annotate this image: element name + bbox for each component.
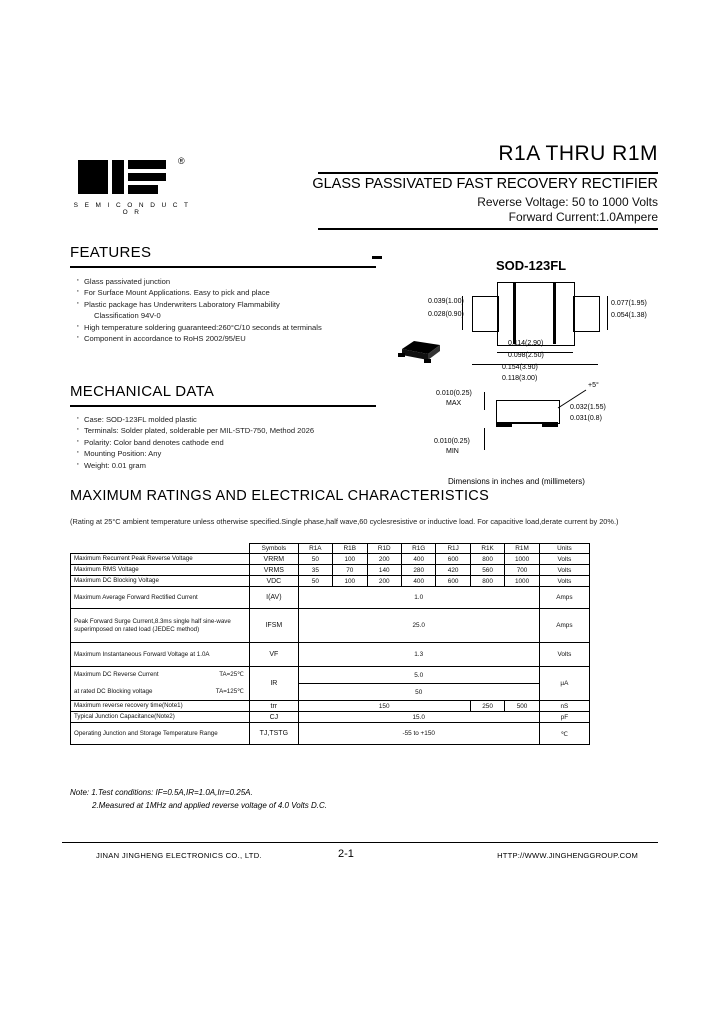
dim-body-mid: 0.098(2.50): [508, 352, 544, 359]
dim-angle: +5°: [588, 382, 599, 389]
table-row: [71, 723, 590, 745]
list-item: · Case: SOD-123FL molded plastic: [74, 414, 314, 425]
table-row: [71, 712, 590, 723]
row-value: 280: [401, 565, 435, 576]
row-value: 140: [367, 565, 401, 576]
row-label: Maximum Recurrent Peak Reverse Voltage: [71, 554, 250, 565]
row-unit: Volts: [539, 576, 589, 587]
row-sublabel: TA=25℃: [219, 671, 245, 679]
table-row: [71, 609, 590, 643]
header-subtitle: GLASS PASSIVATED FAST RECOVERY RECTIFIER: [312, 176, 658, 192]
row-value: 800: [470, 576, 504, 587]
table-col-r1d: R1D: [367, 544, 401, 554]
dim-right-bot: 0.054(1.38): [611, 312, 647, 319]
row-value: 400: [401, 576, 435, 587]
row-symbol: VDC: [250, 576, 299, 587]
list-item: · Polarity: Color band denotes cathode end: [74, 437, 314, 448]
header-divider: [318, 172, 658, 174]
dimension-units-note: Dimensions in inches and (millimeters): [448, 477, 585, 486]
package-name-label: SOD-123FL: [496, 258, 567, 273]
table-row: [71, 576, 590, 587]
footer-company: JINAN JINGHENG ELECTRONICS CO., LTD.: [96, 851, 262, 860]
list-item: · Component in accordance to RoHS 2002/95/EU: [74, 333, 322, 344]
decorative-dash: [372, 256, 382, 259]
row-value: 1.0: [298, 587, 539, 609]
row-value: 700: [505, 565, 540, 576]
dim-height-bot: 0.010(0.25): [434, 438, 470, 445]
table-col-r1a: R1A: [298, 544, 332, 554]
table-row: [71, 554, 590, 565]
row-value: 400: [401, 554, 435, 565]
dim-overall-top: 0.154(3.90): [502, 364, 538, 371]
mechanical-list: [74, 414, 314, 471]
table-col-r1m: R1M: [505, 544, 540, 554]
features-title: FEATURES: [70, 244, 152, 261]
row-value: -55 to +150: [298, 723, 539, 745]
package-cathode-band: [513, 282, 516, 344]
row-value: 200: [367, 576, 401, 587]
row-value: 1.3: [298, 643, 539, 667]
row-unit: Volts: [539, 643, 589, 667]
dim-line-bottom-height: [484, 428, 485, 450]
mechanical-title: MECHANICAL DATA: [70, 383, 215, 400]
row-label: Maximum RMS Voltage: [71, 565, 250, 576]
row-value: 100: [333, 576, 367, 587]
package-anode-band: [553, 282, 556, 344]
row-value: 500: [505, 701, 540, 712]
table-col-r1j: R1J: [436, 544, 470, 554]
row-value: 5.0: [298, 667, 539, 684]
table-row: [71, 667, 590, 684]
dim-right-top: 0.077(1.95): [611, 300, 647, 307]
company-logo: [70, 156, 191, 216]
footer-page-number: 2-1: [338, 848, 354, 860]
ratings-title: MAXIMUM RATINGS AND ELECTRICAL CHARACTERISTICS: [70, 488, 490, 504]
table-row: [71, 643, 590, 667]
row-value: 560: [470, 565, 504, 576]
dim-body-top: 0.114(2.90): [508, 340, 544, 347]
row-unit: pF: [539, 712, 589, 723]
row-value: 25.0: [298, 609, 539, 643]
footnote-1: Note: 1.Test conditions: IF=0.5A,IR=1.0A,Irr=0.25A.: [70, 788, 253, 797]
table-col-r1g: R1G: [401, 544, 435, 554]
row-value: 50: [298, 554, 332, 565]
features-list: [74, 276, 322, 344]
footer-url[interactable]: HTTP://WWW.JINGHENGGROUP.COM: [497, 851, 638, 860]
list-item: · Mounting Position: Any: [74, 448, 314, 459]
row-value: 50: [298, 684, 539, 701]
table-row: [71, 587, 590, 609]
row-value: 250: [470, 701, 504, 712]
row-label: Maximum DC Blocking Voltage: [71, 576, 250, 587]
table-col-r1k: R1K: [470, 544, 504, 554]
ratings-condition-note: (Rating at 25°C ambient temperature unless otherwise specified.Single phase,half wave,60 cyclesresistive or inductive load. For capacitive load,derate current by 20%.): [70, 517, 619, 526]
row-value: 420: [436, 565, 470, 576]
footnotes: [70, 786, 327, 812]
row-unit: Volts: [539, 554, 589, 565]
page-title: R1A THRU R1M: [498, 142, 658, 165]
row-value: 600: [436, 554, 470, 565]
table-col-units: Units: [539, 544, 589, 554]
row-sublabel: TA=125℃: [215, 687, 245, 695]
row-symbol: IFSM: [250, 609, 299, 643]
row-unit: Amps: [539, 609, 589, 643]
row-label: Maximum reverse recovery time(Note1): [71, 701, 250, 712]
dim-height-top: 0.010(0.25): [436, 390, 472, 397]
row-label-text: Maximum DC Reverse Current: [74, 671, 159, 679]
row-value: 1000: [505, 554, 540, 565]
row-value: 800: [470, 554, 504, 565]
row-label: Operating Junction and Storage Temperature Range: [71, 723, 250, 745]
row-value: 200: [367, 554, 401, 565]
dim-line-right-height: [607, 296, 608, 330]
list-item: · High temperature soldering guaranteed:260°C/10 seconds at terminals: [74, 322, 322, 333]
features-rule: [70, 266, 376, 268]
row-symbol: I(AV): [250, 587, 299, 609]
list-item: Classification 94V-0: [94, 311, 161, 321]
row-label: Typical Junction Capacitance(Note2): [71, 712, 250, 723]
dim-width-top: 0.039(1.00): [428, 298, 464, 305]
table-header-row: [71, 544, 590, 554]
list-item: · Weight: 0.01 gram: [74, 460, 314, 471]
list-item: · Terminals: Solder plated, solderable per MIL-STD-750, Method 2026: [74, 425, 314, 436]
row-unit: µA: [539, 667, 589, 701]
mechanical-rule: [70, 405, 376, 407]
row-symbol: VRRM: [250, 554, 299, 565]
row-label: Maximum Instantaneous Forward Voltage at 1.0A: [71, 643, 250, 667]
row-unit: Amps: [539, 587, 589, 609]
table-col-symbols: Symbols: [250, 544, 299, 554]
dim-lead-bot: 0.031(0.8): [570, 415, 602, 422]
table-col-r1b: R1B: [333, 544, 367, 554]
registered-trademark-icon: ®: [178, 156, 185, 166]
dim-overall-bot: 0.118(3.00): [502, 375, 538, 382]
row-label: Maximum Average Forward Rectified Current: [71, 587, 250, 609]
row-unit: ℃: [539, 723, 589, 745]
row-value: 100: [333, 554, 367, 565]
row-symbol: trr: [250, 701, 299, 712]
row-unit: Volts: [539, 565, 589, 576]
dim-line-top-height: [484, 392, 485, 410]
footer-divider: [62, 842, 658, 843]
row-value: 50: [298, 576, 332, 587]
row-value: 1000: [505, 576, 540, 587]
ratings-table: [70, 543, 590, 745]
row-symbol: VRMS: [250, 565, 299, 576]
row-label-text: at rated DC Blocking voltage: [74, 687, 153, 695]
footnote-2: 2.Measured at 1MHz and applied reverse voltage of 4.0 Volts D.C.: [92, 801, 327, 810]
logo-mark-icon: [78, 156, 185, 194]
list-item: · Glass passivated junction: [74, 276, 322, 287]
header-forward-current: Forward Current:1.0Ampere: [508, 210, 658, 224]
dim-lead-top: 0.032(1.55): [570, 404, 606, 411]
dim-width-bot: 0.028(0.90): [428, 311, 464, 318]
table-row: [71, 684, 590, 701]
package-right-lead: [573, 296, 600, 332]
header-divider-2: [318, 228, 658, 230]
row-value: 35: [298, 565, 332, 576]
package-side-view-outline: [496, 400, 560, 424]
row-symbol: TJ,TSTG: [250, 723, 299, 745]
dim-height-bot-note: MIN: [446, 448, 459, 455]
dim-height-top-note: MAX: [446, 400, 462, 407]
row-value: 15.0: [298, 712, 539, 723]
row-label: [71, 684, 250, 701]
table-row: [71, 701, 590, 712]
row-symbol: IR: [250, 667, 299, 701]
row-value: 150: [298, 701, 470, 712]
row-symbol: VF: [250, 643, 299, 667]
package-3d-icon: [396, 335, 444, 369]
list-item: · For Surface Mount Applications. Easy to pick and place: [74, 287, 322, 298]
row-value: 70: [333, 565, 367, 576]
row-unit: nS: [539, 701, 589, 712]
package-top-view-outline: [497, 282, 575, 346]
row-label: Peak Forward Surge Current,8.3ms single half sine-wave superimposed on rated load (JEDEC method): [71, 609, 250, 643]
table-row: [71, 565, 590, 576]
list-item: · Plastic package has Underwriters Laboratory Flammability: [74, 299, 322, 310]
logo-subtitle: S E M I C O N D U C T O R: [73, 202, 191, 216]
row-value: 600: [436, 576, 470, 587]
row-symbol: CJ: [250, 712, 299, 723]
package-left-lead: [472, 296, 499, 332]
header-reverse-voltage: Reverse Voltage: 50 to 1000 Volts: [477, 195, 658, 209]
row-label: [71, 667, 250, 684]
